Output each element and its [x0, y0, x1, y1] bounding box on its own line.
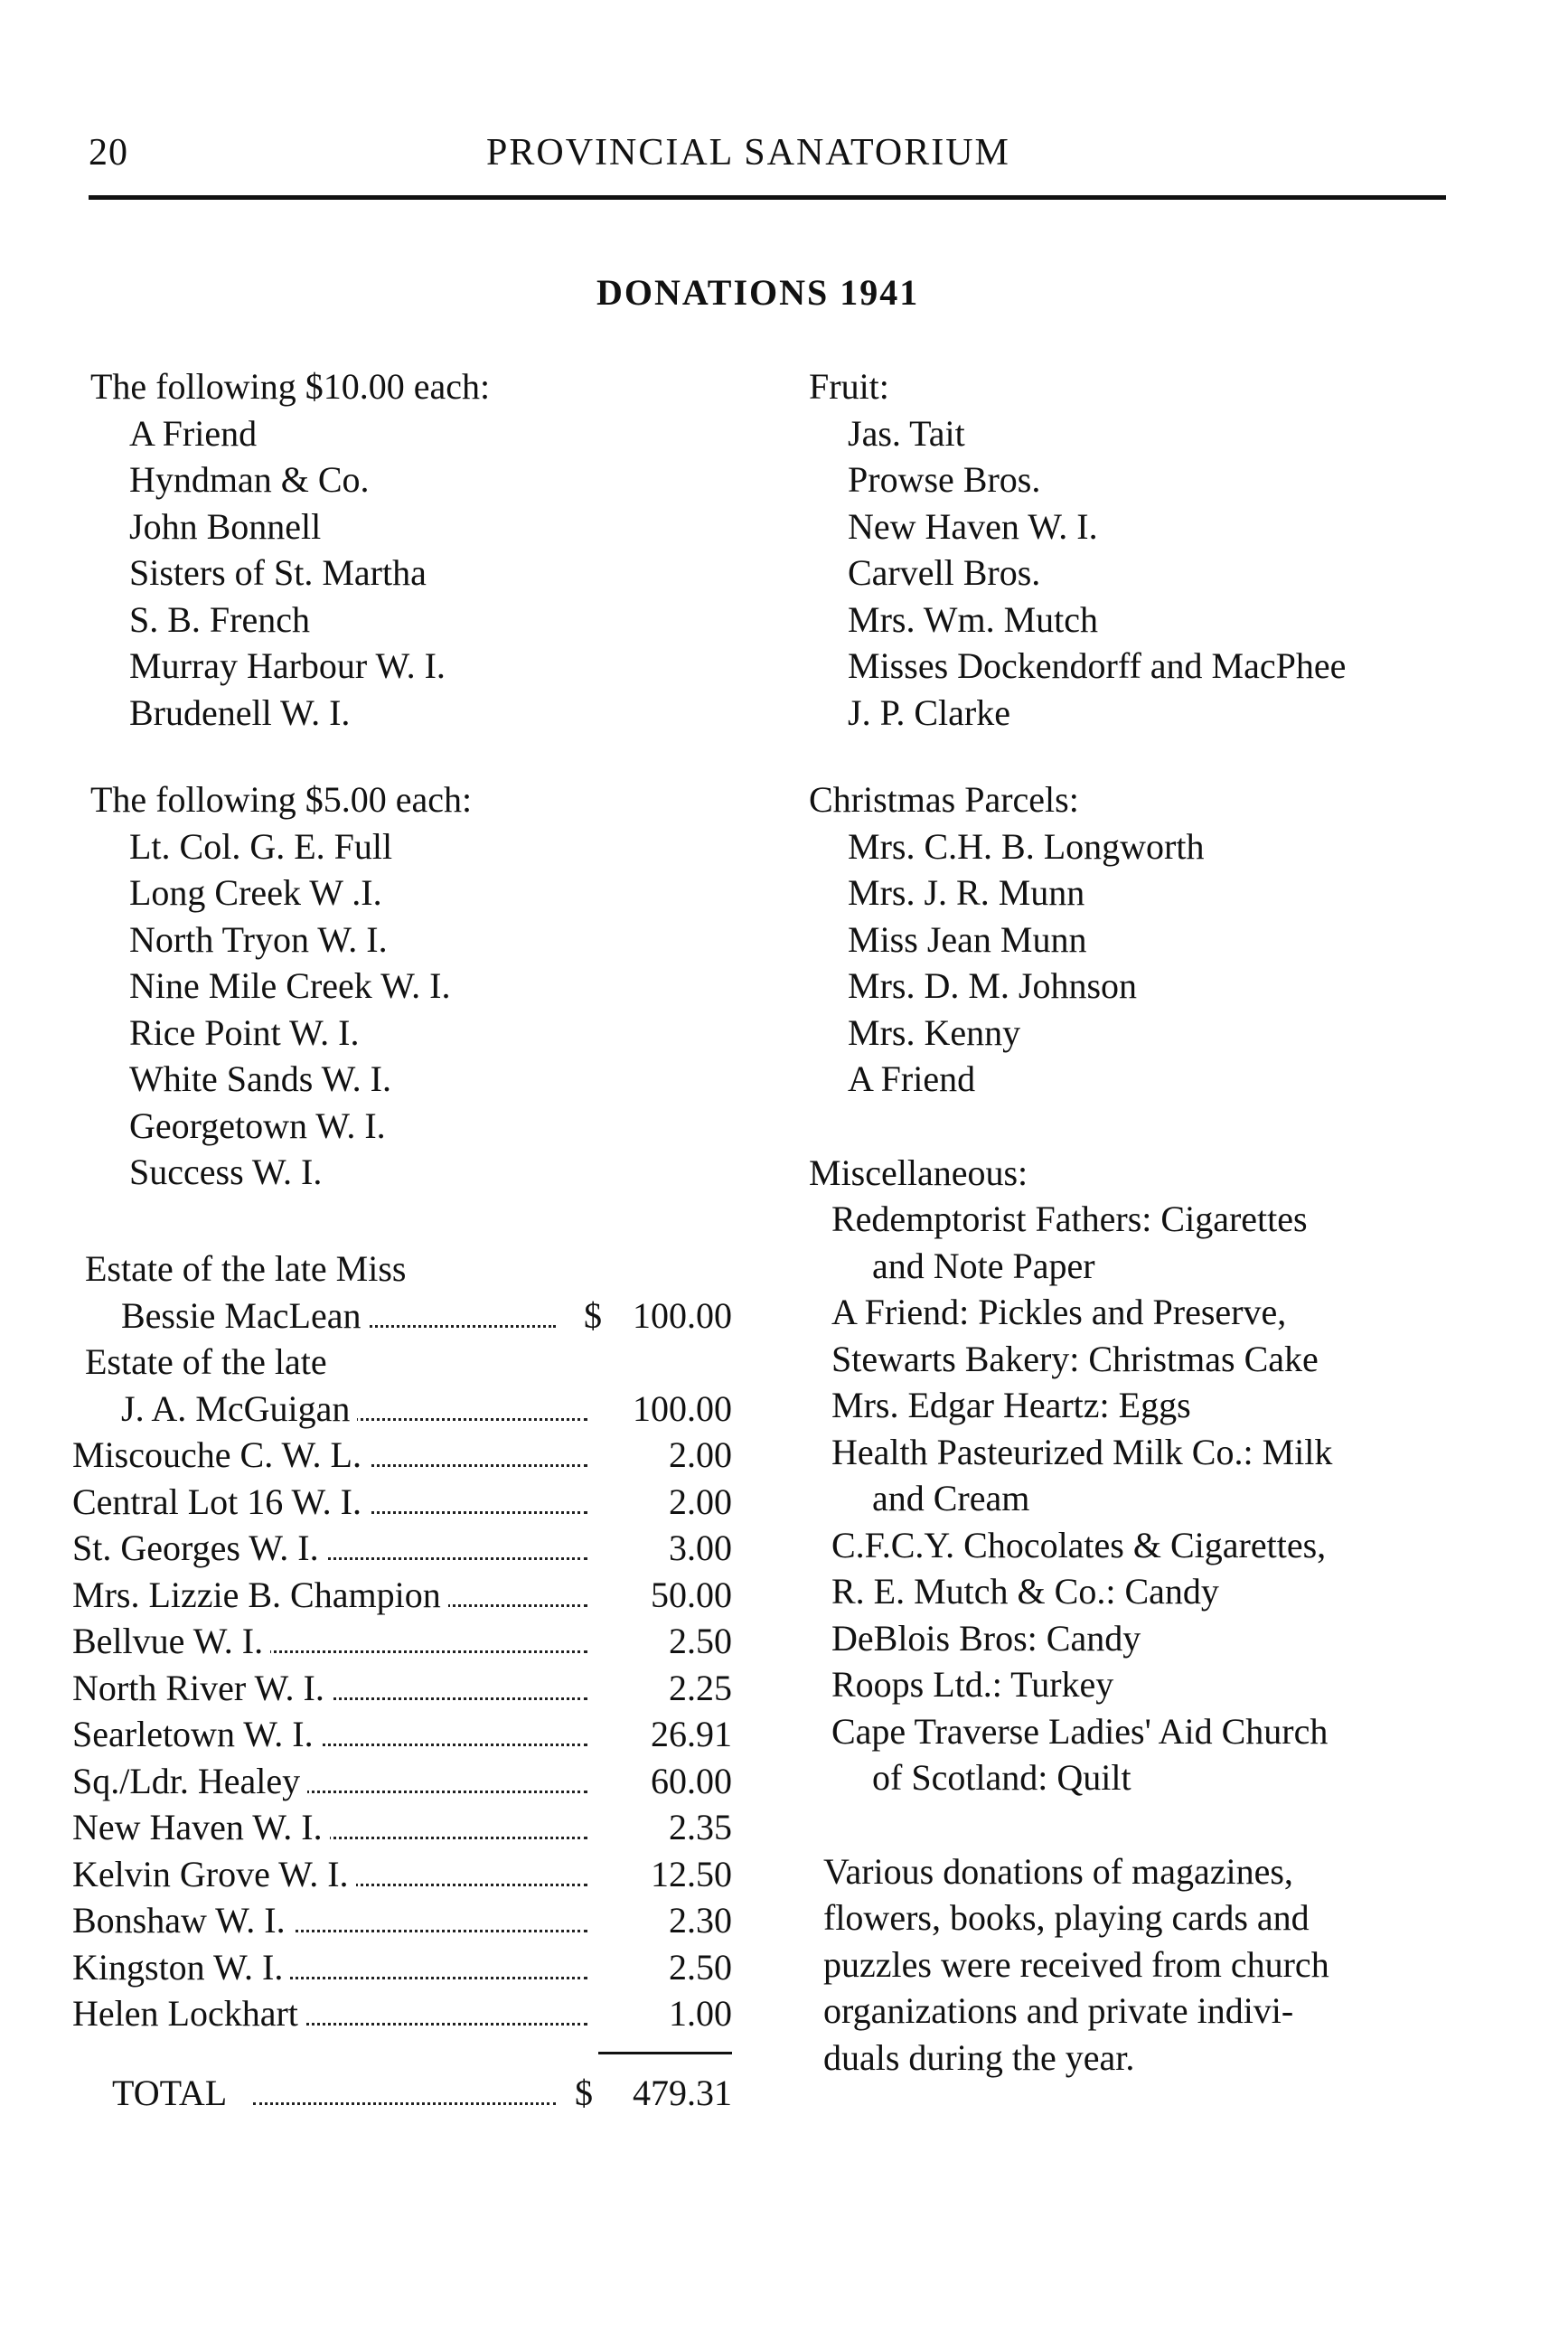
ledger-amount: 3.00 — [669, 1528, 732, 1568]
list-item: Mrs. Edgar Heartz: Eggs — [831, 1385, 1191, 1425]
ledger-row — [72, 1851, 741, 1898]
ledger-row — [72, 1804, 741, 1851]
sum-rule — [72, 2037, 741, 2070]
list-item: Carvell Bros. — [848, 552, 1041, 593]
list-item: Jas. Tait — [848, 412, 965, 454]
list-item: New Haven W. I. — [848, 505, 1098, 547]
list-item: Nine Mile Creek W. I. — [129, 965, 451, 1006]
list-item: A Friend: Pickles and Preserve, — [831, 1292, 1287, 1332]
ledger-row — [72, 1572, 741, 1619]
ledger-amount: 50.00 — [651, 1574, 732, 1615]
list-item: Miss Jean Munn — [848, 918, 1087, 960]
ledger-row — [72, 1292, 741, 1340]
currency-sign: $ — [575, 2072, 593, 2113]
total-amount: 479.31 — [633, 2072, 732, 2113]
running-title: PROVINCIAL SANATORIUM — [486, 132, 1010, 174]
group-heading: Christmas Parcels: — [809, 779, 1079, 820]
ledger-label: Bessie MacLean — [121, 1292, 368, 1340]
currency-sign: $ — [584, 1294, 602, 1336]
ledger-amount: 100.00 — [633, 1387, 732, 1429]
list-item: North Tryon W. I. — [129, 918, 388, 960]
ledger-row — [72, 1525, 741, 1572]
list-item-continuation: and Cream — [872, 1478, 1030, 1518]
ledger-label: Kelvin Grove W. I. — [72, 1851, 356, 1898]
list-item: A Friend — [129, 412, 258, 454]
five-dollar-group — [72, 776, 759, 1196]
ledger-label: New Haven W. I. — [72, 1804, 330, 1851]
list-item: Sisters of St. Martha — [129, 552, 427, 593]
total-row — [72, 2070, 741, 2117]
list-item: C.F.C.Y. Chocolates & Cigarettes, — [831, 1524, 1327, 1565]
list-item: Redemptorist Fathers: Cigarettes — [831, 1198, 1308, 1239]
list-item: Mrs. Kenny — [848, 1011, 1021, 1053]
ledger-row — [72, 1897, 741, 1944]
list-item: Lt. Col. G. E. Full — [129, 825, 393, 867]
list-item: Long Creek W .I. — [129, 872, 382, 913]
ledger-amount: 26.91 — [651, 1714, 732, 1754]
ledger-amount: 2.50 — [669, 1946, 732, 1988]
ledger-label: Estate of the late Miss — [85, 1246, 413, 1292]
left-column — [72, 363, 759, 1196]
list-item: DeBlois Bros: Candy — [831, 1617, 1141, 1659]
list-item: Mrs. D. M. Johnson — [848, 965, 1138, 1006]
ledger-amount: 2.50 — [669, 1621, 732, 1661]
ledger-row — [72, 1386, 741, 1433]
list-item: Health Pasteurized Milk Co.: Milk — [831, 1431, 1333, 1472]
ledger-label: Central Lot 16 W. I. — [72, 1479, 369, 1526]
ledger-row — [72, 1339, 741, 1386]
list-item: Stewarts Bakery: Christmas Cake — [831, 1338, 1319, 1379]
ledger-label: St. Georges W. I. — [72, 1525, 326, 1572]
list-item-continuation: and Note Paper — [872, 1245, 1095, 1286]
ledger-label: Helen Lockhart — [72, 1990, 305, 2037]
header-rule — [89, 195, 1446, 200]
list-item: Georgetown W. I. — [129, 1104, 386, 1146]
group-heading: The following $5.00 each: — [90, 779, 473, 820]
ledger-amount: 2.00 — [669, 1480, 732, 1522]
list-item: Misses Dockendorff and MacPhee — [848, 645, 1347, 686]
christmas-parcels-group — [791, 776, 1550, 1103]
list-item: White Sands W. I. — [129, 1058, 391, 1099]
ledger-amount: 2.00 — [669, 1434, 732, 1475]
list-item: Mrs. C.H. B. Longworth — [848, 825, 1205, 867]
closing-note: Various donations of magazines, flowers, books, playing cards and puzzles were received from church organizations and private indivi- duals during the year. — [823, 1850, 1329, 2078]
ledger-label: Estate of the late — [85, 1339, 334, 1386]
list-item: Murray Harbour W. I. — [129, 645, 446, 686]
ledger-label: Kingston W. I. — [72, 1944, 290, 1991]
list-item: J. P. Clarke — [848, 691, 1010, 733]
ledger-row — [72, 1246, 741, 1292]
list-item: Rice Point W. I. — [129, 1011, 360, 1053]
list-item: John Bonnell — [129, 505, 322, 547]
ledger-amount: 100.00 — [633, 1294, 732, 1336]
page-header — [89, 131, 1444, 185]
ledger-label: J. A. McGuigan — [121, 1386, 357, 1433]
ledger-row — [72, 1665, 741, 1712]
list-item-continuation: of Scotland: Quilt — [872, 1757, 1131, 1798]
ledger-row — [72, 1990, 741, 2037]
list-item: Success W. I. — [129, 1152, 323, 1192]
ledger-row — [72, 1758, 741, 1805]
group-heading: Miscellaneous: — [809, 1152, 1028, 1193]
ten-dollar-group — [72, 363, 759, 736]
ledger-amount: 12.50 — [651, 1853, 732, 1894]
list-item: Mrs. J. R. Munn — [848, 872, 1085, 913]
ledger-row — [72, 1432, 741, 1479]
ledger-amount: 2.30 — [669, 1900, 732, 1941]
ledger-amount: 2.35 — [669, 1807, 732, 1847]
ledger-row — [72, 1944, 741, 1991]
list-item: Roops Ltd.: Turkey — [831, 1664, 1114, 1705]
group-heading: The following $10.00 each: — [90, 366, 491, 407]
ledger-amount: 60.00 — [651, 1760, 732, 1801]
ledger-row — [72, 1479, 741, 1526]
ledger-label: Bonshaw W. I. — [72, 1897, 293, 1944]
ledger-row — [72, 1618, 741, 1665]
ledger-label: Searletown W. I. — [72, 1711, 321, 1758]
total-label: TOTAL — [112, 2070, 234, 2117]
miscellaneous-group — [791, 1150, 1550, 1801]
list-item: S. B. French — [129, 598, 310, 640]
dot-leader — [253, 2102, 556, 2105]
list-item: Prowse Bros. — [848, 459, 1041, 500]
right-column — [791, 363, 1550, 2081]
page-title: DONATIONS 1941 — [596, 272, 920, 313]
list-item: R. E. Mutch & Co.: Candy — [831, 1571, 1219, 1612]
list-item: A Friend — [848, 1058, 976, 1099]
ledger-amount: 2.25 — [669, 1667, 732, 1708]
list-item: Hyndman & Co. — [129, 459, 370, 500]
ledger-label: Sq./Ldr. Healey — [72, 1758, 307, 1805]
list-item: Brudenell W. I. — [129, 691, 351, 733]
list-item: Cape Traverse Ladies' Aid Church — [831, 1710, 1329, 1752]
ledger-row — [72, 1711, 741, 1758]
group-heading: Fruit: — [809, 366, 889, 407]
fruit-group — [791, 363, 1550, 736]
ledger-label: Mrs. Lizzie B. Champion — [72, 1572, 448, 1619]
ledger-label: Miscouche C. W. L. — [72, 1432, 369, 1479]
donation-ledger — [72, 1246, 741, 2116]
ledger-label: Bellvue W. I. — [72, 1618, 270, 1665]
list-item: Mrs. Wm. Mutch — [848, 598, 1099, 640]
ledger-amount: 1.00 — [669, 1993, 732, 2034]
page-number: 20 — [89, 132, 128, 174]
ledger-label: North River W. I. — [72, 1665, 332, 1712]
